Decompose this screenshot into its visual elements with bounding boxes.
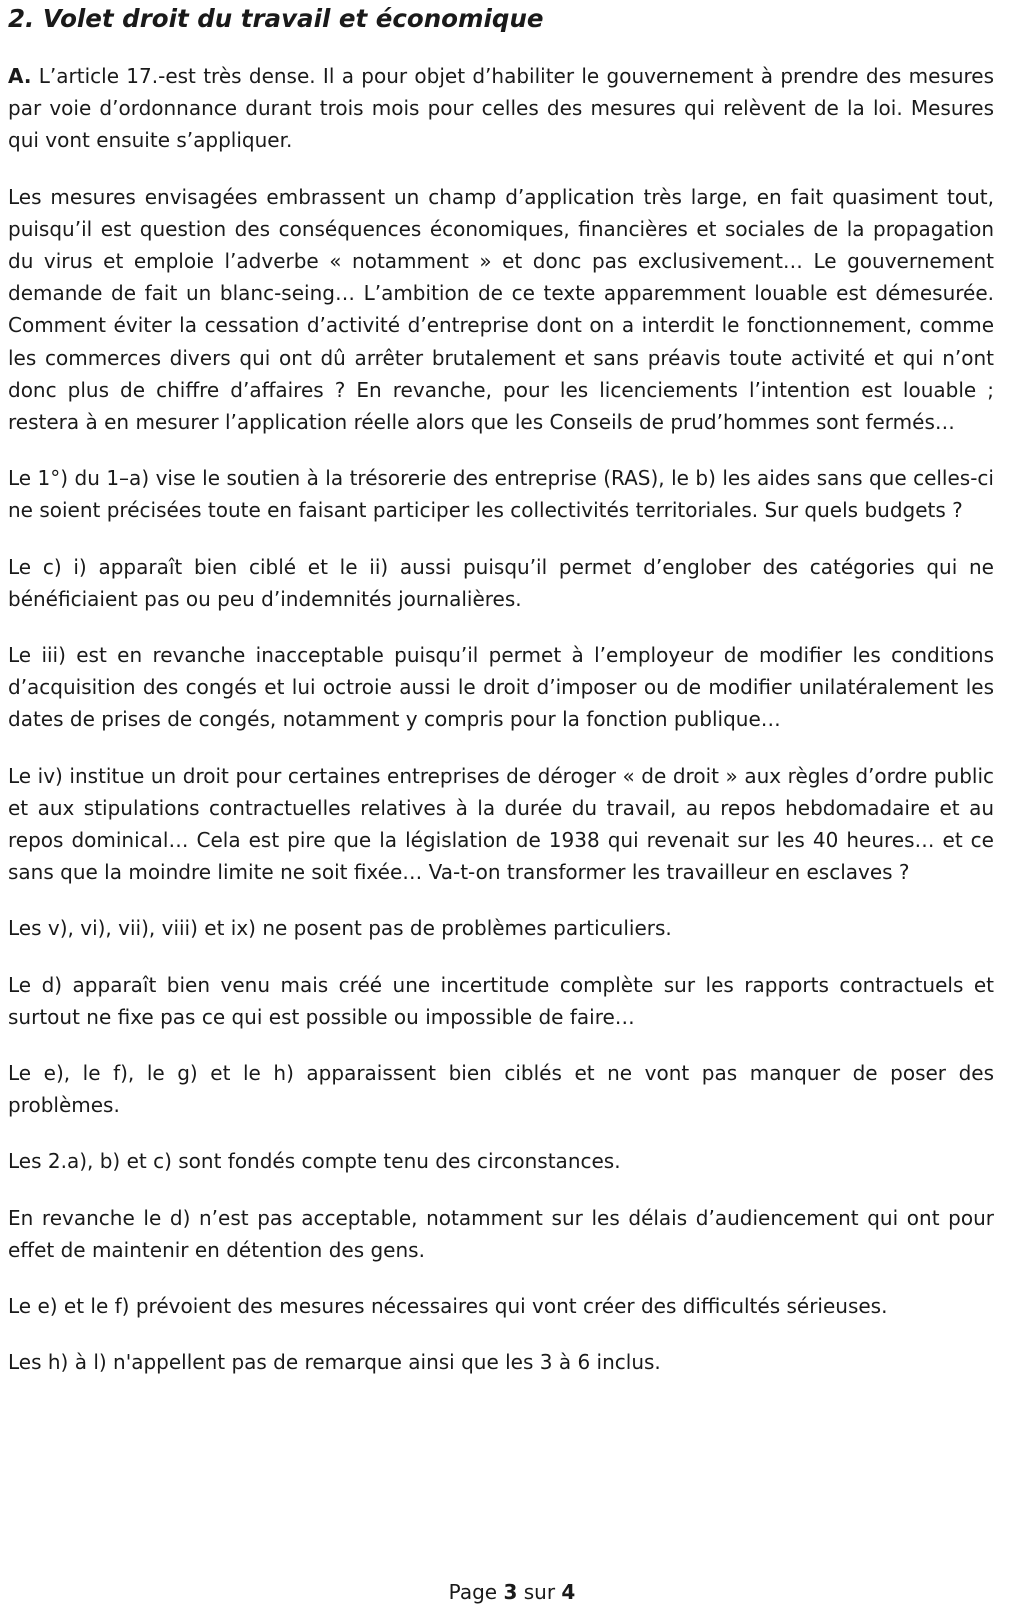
paragraph-text: L’article 17.-est très dense. Il a pour objet d’habiliter le gouvernement à prendre des mesures par voie d’ordonnance durant trois mois pour celles des mesures qui relèvent de la loi. Mesures qui vont ensuite s’appliquer. [8, 64, 994, 153]
paragraph-e-to-h: Le e), le f), le g) et le h) apparaissent bien ciblés et ne vont pas manquer de poser des problèmes. [8, 1061, 994, 1118]
page-label: Page [448, 1580, 498, 1604]
paragraph-2abc: Les 2.a), b) et c) sont fondés compte tenu des circonstances. [8, 1149, 621, 1174]
document-body [8, 60, 994, 1379]
paragraph-audiencement: En revanche le d) n’est pas acceptable, notamment sur les délais d’audiencement qui ont pour effet de maintenir en détention des gens. [8, 1205, 994, 1262]
paragraph-duree-travail: Le iv) institue un droit pour certaines entreprises de déroger « de droit » aux règles d’ordre public et aux stipulations contractuelles relatives à la durée du travail, au repos hebdomadaire et au repos dominical… Cela est pire que la législation de 1938 qui revenait sur les 40 heures… et ce sans que la moindre limite ne soit fixée… Va-t-on transformer les travailleur en esclaves ? [8, 763, 994, 885]
page-separator: sur [523, 1580, 556, 1604]
section-heading: 2. Volet droit du travail et économique [8, 4, 544, 33]
paragraph-e-f-mesures: Le e) et le f) prévoient des mesures nécessaires qui vont créer des difficultés sérieuses. [8, 1294, 888, 1319]
paragraph-article-17 [8, 60, 994, 157]
paragraph-v-to-ix: Les v), vi), vii), viii) et ix) ne posent pas de problèmes particuliers. [8, 916, 672, 941]
paragraph-mesures-envisagees: Les mesures envisagées embrassent un champ d’application très large, en fait quasiment tout, puisqu’il est question des conséquences économiques, financières et sociales de la propagation du virus et emploie l’adverbe « notamment » et donc pas exclusivement… Le gouvernement demande de fait un blanc-seing… L’ambition de ce texte apparemment louable est démesurée. Comment éviter la cessation d’activité d’entreprise dont on a interdit le fonctionnement, comme les commerces divers qui ont dû arrêter brutalement et sans préavis toute activité et qui n’ont donc plus de chiffre d’affaires ? En revanche, pour les licenciements l’intention est louable ; restera à en mesurer l’application réelle alors que les Conseils de prud’hommes sont fermés… [8, 184, 994, 435]
paragraph-indemnites: Le c) i) apparaît bien ciblé et le ii) aussi puisqu’il permet d’englober des catégories qui ne bénéficiaient pas ou peu d’indemnités journalières. [8, 554, 994, 611]
paragraph-d-incertitude: Le d) apparaît bien venu mais créé une incertitude complète sur les rapports contractuels et surtout ne fixe pas ce qui est possible ou impossible de faire… [8, 972, 994, 1029]
paragraph-h-to-l: Les h) à l) n'appellent pas de remarque ainsi que les 3 à 6 inclus. [8, 1350, 661, 1375]
current-page-number: 3 [503, 1580, 518, 1604]
paragraph-conges: Le iii) est en revanche inacceptable puisqu’il permet à l’employeur de modifier les conditions d’acquisition des congés et lui octroie aussi le droit d’imposer ou de modifier unilatéralement les dates de prises de congés, notamment y compris pour la fonction publique… [8, 643, 994, 732]
page-number-footer [0, 1578, 1024, 1606]
paragraph-tresorerie: Le 1°) du 1–a) vise le soutien à la trésorerie des entreprise (RAS), le b) les aides sans que celles-ci ne soient précisées toute en faisant participer les collectivités territoriales. Sur quels budgets ? [8, 466, 994, 523]
paragraph-label: A. [8, 64, 32, 88]
total-page-count: 4 [561, 1580, 576, 1604]
